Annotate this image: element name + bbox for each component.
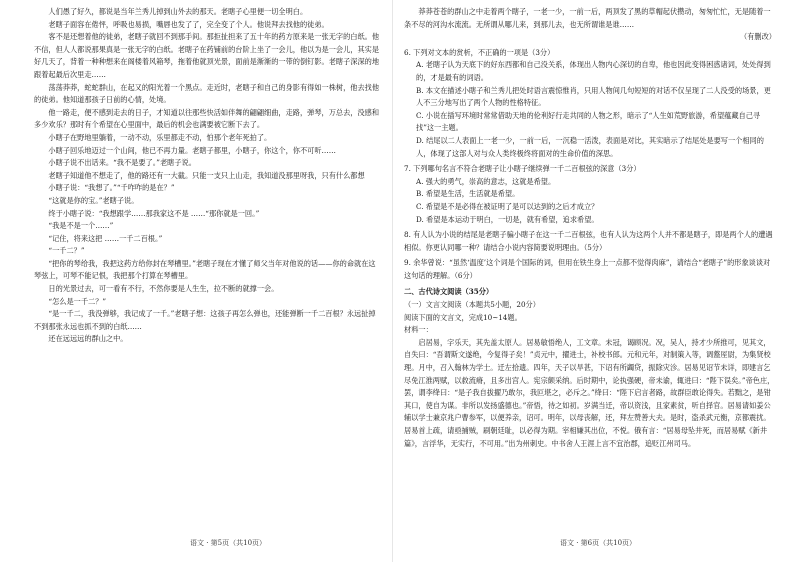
story-paragraph: “怎么是一千二？” (48, 296, 107, 306)
story-paragraph: 客不是还想着他的徒弟，老瞎子就回不到那手间。那拒扯担来了五十年的药方原来是一张无字的白纸。他不信，但人人都说那果真是一张无字的白纸。老瞎子在药铺前的台阶上坐了一会儿，他以为是一会儿，其实是好几天了，背着一种种想来在阁楼着风箱琴，拖着他就顶光景，面前是渐渐的一带的倒钉影。老瞎子深深的地跟着起最后次里走…… (34, 32, 380, 79)
story-paragraph: “是一千二，我没弹够，我记成了一千。”老瞎子想：这孩子再怎么弹也，还能弹断一千二百根？永远扯掉不到那张永远也抓不到的白纸…… (34, 309, 376, 331)
left-page-column (34, 6, 382, 526)
page-gutter (392, 0, 393, 562)
question-stem: 6. 下列对文本的赏析，不正确的一项是（3分） (404, 47, 555, 57)
story-paragraph: 终于小瞎子说：“我想跟学……那我家这不是 ……“那你就是一回。” (48, 208, 260, 218)
question-option: D. 结尾以二人表面上一老一少，一前一后，一沉稳一活泼，表面是对比，其实暗示了结尾处是要写一个相同的人，体现了这部人对与众人类终极终将面对的生命价值的深思。 (416, 135, 764, 158)
story-paragraph: 日的光景过去，可一看有不行，不然你要是人生生，拉不断的就撑一会。 (48, 284, 279, 294)
story-paragraph: “记住，将来这把 ……一千二百根。” (48, 233, 163, 243)
story-ending-paragraph: 莽莽苍苍的群山之中走着两个瞎子，一老一少，一前一后，两顶发了黑的草帽起伏攒动，匆匆忙忙，无是随着一条不尽的河沟水流流。无所谓从哪儿来，到那儿去，也无所谓谁是谁…… (404, 7, 771, 29)
subsection-title: （一）文言文阅读（本题共5小题，20分） (404, 300, 540, 310)
attribution: （有删改） (740, 32, 776, 42)
question-option: B. 本文在描述小瞎子和兰秀儿把处时语言震惊惟肖，只用人物间几句短短的对话不仅呈现了二人没受的场景，更人不三分地写出了两个人物的性格特征。 (416, 85, 771, 108)
story-paragraph: 小瞎子在野地里躺着，一动不动，乐里都走不动，怕那个老年死拍了。 (48, 132, 272, 142)
question-stem: 8. 有人认为小说的结尾是老瞎子骗小瞎子在这一千二百根弦，也有人认为这两个人并不都是瞎子，即是两个人的遭遇相似。你更认同哪一种？请结合小说内容简要说明理由。（5分） (404, 230, 773, 252)
story-paragraph: 小瞎子说：“我想了。”“千咋咋的是在？” (48, 183, 175, 193)
classical-chinese-text: 启居易，字乐天，其先盖太原人。居易敏悟绝人，工文章。未冠，谒顾况。况，吴人，持才少所推可，见其文，自失曰：“吾谓斯文遂绝，今复得子矣！”贞元中，擢进士，补校书郎。元和元年，对制策入等，调盩厔尉，为集贤校理。月中，召入翰林为学士。迁左拾遗。四年，天子以旱甚，下诏有所蠲贷，振除灾沴。居易见诏节未详，即建言乞尽免江淮两赋，以救流瘠，且多出宫人。宪宗颇采纳。后时期中，论执强硬，帝未谕，辄进曰：“陛下误矣。”帝色庄，罢，谓李绛曰：“是子我自拔擢乃敢尔，我叵堪之，必斥之。”绛曰：“陛下启言者路，故群臣敢论得失。若黜之，是钳其口，使自为谋。非所以发扬盛德也。”帝悟，待之如初。岁满当迁，帝以资浅，且家素贫，听自择官。居易请如姜公辅以学士兼京兆户曹参军，以便养亲，诏可。明年，以母丧解，还，拜左赞善大夫。是时，盗杀武元衡，京都震扰。居易首上疏，请亟捕贼，刷朝廷耻，以必得为期。宰相嫌其出位，不悦。俄有言：“居易母坠井死，而居易赋《新井篇》，言浮华，无实行，不可用。”出为州刺史。中书舍人王涯上言不宜治郡，追贬江州司马。 (404, 337, 775, 448)
question-option: B. 希望是生活，生活就是希望。 (416, 189, 520, 199)
question-option: D. 希望是本运动于明白，一切是，就有希望，追求希望。 (416, 214, 599, 224)
story-paragraph: 他一路走，便不感到走去的日子，才知道以往那些快活如伴舞的翩翩细曲，走路，弹琴，万总去，没感和多少欢乐？那时有个希望在心里面中，最后的机会也满要被它断下去了。 (34, 107, 380, 130)
story-paragraph: 还在远远远的群山之中。 (48, 334, 128, 344)
reading-instruction: 阅读下面的文言文，完成10~14题。 (404, 312, 522, 322)
question-option: C. 小说在插写环境时常常借助天地的伦利好行走共同的人物之形，暗示了“人生如荒野旅游，希望蕴藏自己寻找”这一主题。 (416, 110, 761, 133)
question-stem: 9. 余华曾说：“虽然‘温度’这个词是个国际的词，但用在铁生身上一点都不觉得肉麻”，请结合“老瞎子”的形象谈谈对这句话的理解。（6分） (404, 258, 771, 280)
question-option: A. 老瞎子认为天底下的好东西都和自己没关系，体现出人物内心深切的自卑，他也因此变得困惑诸词，处处得到的，才是最有的词语。 (416, 60, 771, 82)
story-paragraph: 老瞎子知道他不想走了，他的路还有一大截。只能一支只上山走，我知道没那里呀我，只有什么都想 (48, 170, 365, 180)
question-list (404, 47, 776, 283)
left-page-footer: 语文 · 第5页（共10页） (190, 539, 267, 547)
story-paragraph: “我是不是一个……” (48, 221, 114, 231)
story-paragraph: “把你的琴给我，我把这药方给你封在琴槽里。”老瞎子现在才懂了师父当年对他说的话——你的命就在这琴弦上，可琴不能记恨，我把那个打算在琴槽里。 (34, 258, 376, 281)
question-option: A. 强大的勇气，崇高的意志，这就是希望。 (416, 176, 556, 186)
story-paragraph: 小瞎子说不出话来。“我不是要了。”老瞎子说。 (48, 158, 196, 168)
story-paragraph: 老瞎子面容在倦怦，呼吸也易损，嘴唇也发了了，完全变了个人。他说拜去找他的徒弟。 (48, 19, 329, 29)
story-paragraph: 人们愚了好久，都说是当年兰秀儿掉到山外去的那天。老瞎子心里便一切全明白。 (48, 7, 308, 16)
question-stem: 7. 下列哪句名言不符合老瞎子让小瞎子继续弹一千二百根弦的深意（3分） (404, 164, 641, 174)
story-paragraph: “这就是你的宝。”老瞎子说。 (48, 195, 139, 205)
material-label: 材料一： (404, 325, 433, 335)
right-page-footer: 语文 · 第6页（共10页） (560, 539, 637, 547)
story-paragraph: 荡荡莽莽，蛇蛇群山，在起又的阳光着一个黑点。走近时，老瞎子和自己的身影有得如一株树，他去找他的徒弟。他知道那孩子日前的心情，处境。 (34, 82, 380, 105)
story-paragraph: “一千二？” (48, 246, 85, 256)
story-paragraph: 小瞎子回乐地迈过一个山间，他已不再力量。老瞎子都里，小瞎子，你这个，你不可听…… (48, 145, 336, 155)
right-page-column (404, 6, 776, 526)
section-title: 二、古代诗文阅读（35分） (404, 287, 494, 297)
question-option: C. 希望是不是必得在被证明了是可以达到的之后才成立？ (416, 201, 599, 211)
